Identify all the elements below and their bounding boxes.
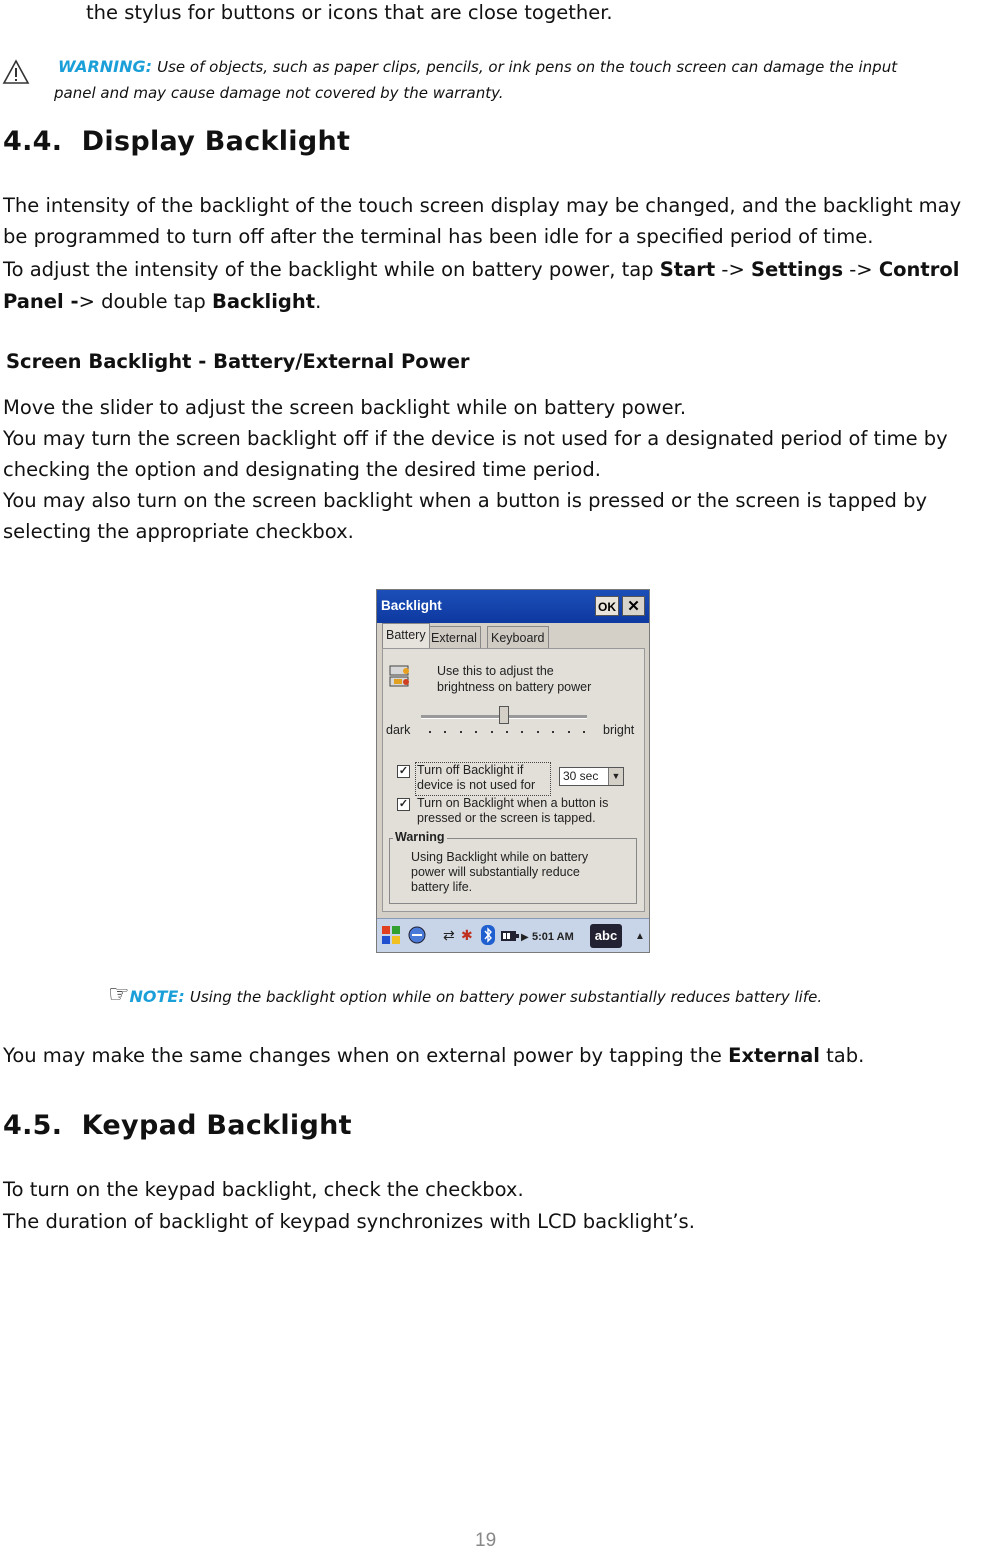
slider-tick [506, 731, 508, 733]
text-span: -> [715, 258, 752, 281]
warning-legend: Warning [395, 830, 445, 844]
paragraph-line: You may also turn on the screen backlight when a button is pressed or the screen is tapped by [3, 489, 927, 512]
paragraph-line: Move the slider to adjust the screen backlight while on battery power. [3, 396, 687, 419]
turn-off-backlight-checkbox[interactable]: ✓ [398, 765, 409, 777]
start-term: Start [659, 258, 716, 281]
section-4-5-title: 4.5. Keypad Backlight [3, 1110, 352, 1141]
warning-text-line1: Use of objects, such as paper clips, pencils, or ink pens on the touch screen can damage the input [157, 58, 898, 76]
pointing-hand-icon: ☞ [108, 980, 130, 1008]
input-menu-arrow-icon[interactable]: ▲ [635, 931, 645, 942]
settings-term: Settings [751, 258, 844, 281]
slider-tick [568, 731, 570, 733]
note-block [108, 980, 822, 1011]
control-term: Control [878, 258, 960, 281]
brightness-slider-thumb[interactable] [499, 706, 509, 724]
turn-on-label-line1: Turn on Backlight when a button is [417, 796, 609, 810]
dialog-title: Backlight [381, 598, 442, 613]
ok-button[interactable]: OK [595, 596, 619, 616]
text-span: tab. [819, 1044, 865, 1067]
battery-description-line2: brightness on battery power [437, 680, 592, 694]
warning-text-line2: panel and may cause damage not covered by the warranty. [54, 84, 504, 102]
paragraph-line: The intensity of the backlight of the touch screen display may be changed, and the backlight may [3, 194, 962, 217]
note-text: Using the backlight option while on battery power substantially reduces battery life. [189, 988, 823, 1006]
external-term: External [728, 1044, 820, 1067]
slider-tick [583, 731, 585, 733]
slider-tick [537, 731, 539, 733]
slider-tick [444, 731, 446, 733]
warning-icon [2, 58, 30, 86]
panel-term: Panel - [3, 290, 79, 313]
slider-tick [475, 731, 477, 733]
note-label: NOTE: [129, 987, 185, 1006]
text-span: You may make the same changes when on external power by tapping the [3, 1044, 729, 1067]
turn-on-label-line2: pressed or the screen is tapped. [417, 811, 596, 825]
paragraph-line: selecting the appropriate checkbox. [3, 520, 354, 543]
chevron-down-icon[interactable]: ▼ [608, 768, 623, 785]
text-span: -> [843, 258, 879, 281]
warning-line2: power will substantially reduce [411, 865, 580, 879]
sync-icon[interactable]: ⇄ [443, 927, 455, 943]
backlight-term: Backlight [211, 290, 316, 313]
instruction-line [3, 286, 321, 317]
paragraph-line: You may turn the screen backlight off if the device is not used for a designated period of time by [3, 427, 948, 450]
slider-tick [552, 731, 554, 733]
timeout-select[interactable] [559, 767, 624, 786]
slider-max-label: bright [603, 723, 635, 737]
bluetooth-icon[interactable] [481, 925, 495, 948]
intro-text: the stylus for buttons or icons that are close together. [86, 1, 613, 24]
tab-external[interactable]: External [427, 626, 481, 649]
input-panel-button[interactable]: abc [590, 924, 622, 948]
tab-keyboard[interactable]: Keyboard [487, 626, 549, 649]
close-button[interactable]: ✕ [622, 596, 645, 616]
slider-tick [429, 731, 431, 733]
page-number: 19 [475, 1530, 497, 1551]
timeout-value: 30 sec [563, 769, 599, 783]
start-icon[interactable] [381, 925, 401, 948]
battery-backlight-icon [387, 662, 413, 692]
text-span: . [315, 290, 322, 313]
slider-tick [521, 731, 523, 733]
battery-description-line1: Use this to adjust the [437, 664, 554, 678]
tab-battery[interactable]: Battery [382, 623, 430, 650]
backlight-dialog-screenshot [376, 589, 650, 953]
turn-off-label-line1: Turn off Backlight if [417, 763, 524, 777]
paragraph-line: checking the option and designating the desired time period. [3, 458, 601, 481]
clock[interactable]: 5:01 AM [532, 931, 574, 943]
warning-line1: Using Backlight while on battery [411, 850, 589, 864]
activesync-icon[interactable] [407, 925, 427, 948]
taskbar [377, 918, 649, 953]
paragraph-line: The duration of backlight of keypad synchronizes with LCD backlight’s. [3, 1210, 695, 1233]
text-span: > double tap [78, 290, 212, 313]
battery-icon[interactable] [501, 929, 519, 945]
external-sentence [3, 1040, 864, 1071]
dialog-title-bar [377, 590, 649, 623]
subheading: Screen Backlight - Battery/External Power [6, 350, 470, 373]
slider-tick [491, 731, 493, 733]
text-span: To adjust the intensity of the backlight while on battery power, tap [3, 258, 660, 281]
instruction-line [3, 254, 959, 285]
warning-line3: battery life. [411, 880, 473, 894]
arrow-right-icon: ▶ [521, 932, 529, 943]
paragraph-line: be programmed to turn off after the terminal has been idle for a specified period of time. [3, 225, 874, 248]
slider-tick [460, 731, 462, 733]
warning-block [58, 56, 897, 78]
paragraph-line: To turn on the keypad backlight, check the checkbox. [3, 1178, 524, 1201]
warning-label: WARNING: [58, 57, 153, 76]
network-icon[interactable]: ✱ [461, 927, 473, 943]
turn-on-backlight-checkbox[interactable]: ✓ [398, 798, 409, 810]
section-4-4-title: 4.4. Display Backlight [3, 126, 351, 157]
slider-min-label: dark [386, 723, 411, 737]
turn-off-label-line2: device is not used for [417, 778, 536, 792]
